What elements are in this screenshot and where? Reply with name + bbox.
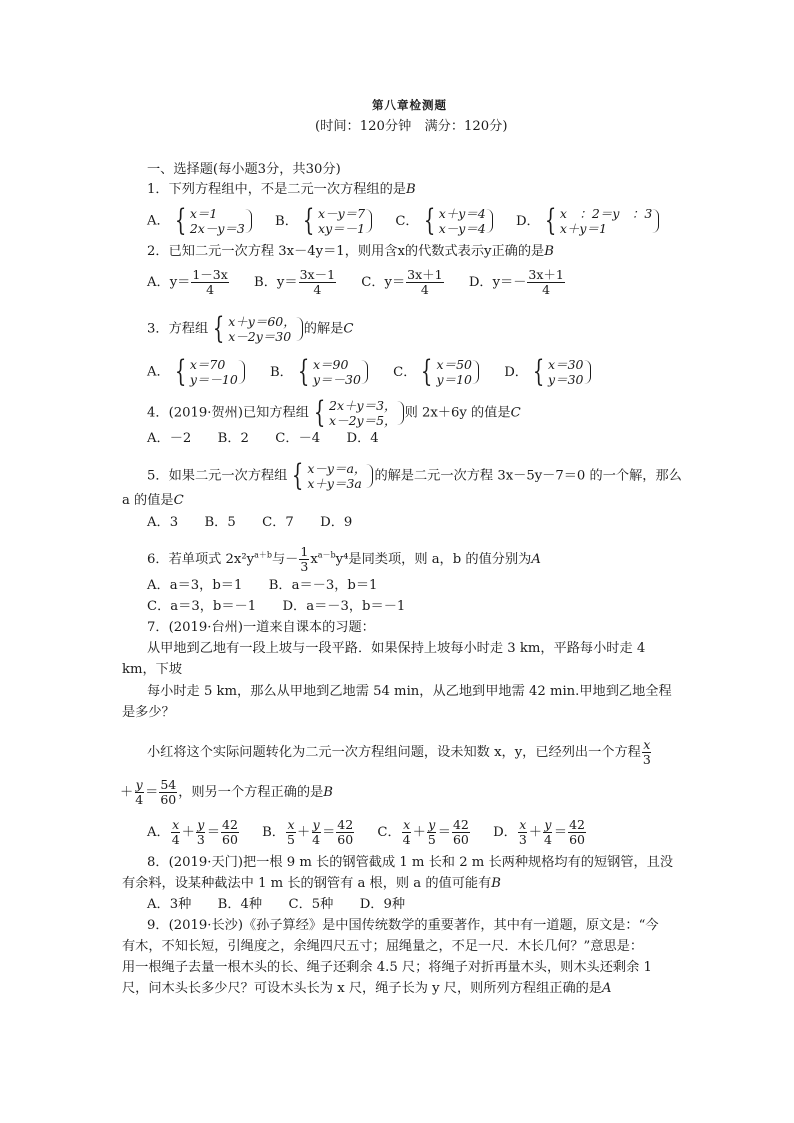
question-3-stem: 3．方程组 { x＋y＝60， x－2y＝30 的解是C <box>147 311 354 346</box>
question-9-line: 用一根绳子去量一根木头的长、绳子还剩余 4.5 尺；将绳子对折再量木头，则木头还剩余 1 <box>122 960 652 975</box>
page-subtitle: (时间：120分钟 满分：120分) <box>315 119 508 134</box>
question-8-options: A．3种 B．4种 C．5种 D．9种 <box>147 897 406 912</box>
section-heading: 一、选择题(每小题3分，共30分) <box>147 162 341 177</box>
question-2-stem: 2．已知二元一次方程 3x－4y＝1，则用含x的代数式表示y正确的是B <box>147 244 554 259</box>
question-8-answer: B <box>491 876 501 891</box>
question-7-line: km，下坡 <box>122 662 183 677</box>
question-5-stem-cont: a 的值是C <box>122 493 184 508</box>
question-9-stem: 9．(2019·长沙)《孙子算经》是中国传统数学的重要著作，其中有一道题，原文是：“今 <box>147 918 659 933</box>
question-4-stem: 4．(2019·贺州)已知方程组 { 2x＋y＝3， x－2y＝5， 则 2x＋6y 的值是C <box>147 395 521 430</box>
question-1-stem: 1．下列方程组中，不是二元一次方程组的是B <box>147 182 416 197</box>
question-9-line: 尺，问木头长多少尺？可设木头长为 x 尺，绳子长为 y 尺，则所列方程组正确的是A <box>122 981 612 996</box>
question-8-stem: 8．(2019·天门)把一根 9 m 长的钢管截成 1 m 长和 2 m 长两种规格均有的短钢管，且没 <box>147 855 674 870</box>
question-7-line: 小红将这个实际问题转化为二元一次方程组问题，设未知数 x，y，已经列出一个方程 $\frac{x}{3}$ <box>147 737 651 767</box>
question-4-answer: C <box>510 405 521 421</box>
question-5-stem: 5．如果二元一次方程组 { x－y＝a， x＋y＝3a 的解是二元一次方程 3x－5y－7＝0 的一个解，那么 <box>147 458 682 493</box>
question-7-equation: ＋ $\frac{y}{4}$ ＝ $\frac{54}{60}$ ，则另一个方程正确的是B <box>120 777 333 807</box>
question-1-options: A． { x＝1 2x－y＝3 B． { x－y＝7 xy＝－1 C． { x＋y＝4 x－y＝4 D． { x ：2＝y ：3 x＋y＝1 <box>147 206 660 236</box>
question-8-stem-cont: 有余料，设某种截法中 1 m 长的钢管有 a 根，则 a 的值可能有B <box>122 876 501 891</box>
question-7-line: 是多少？ <box>122 705 175 720</box>
question-5-answer: C <box>173 493 184 508</box>
question-6-options-row2: C．a＝3，b＝－1 D．a＝－3，b＝－1 <box>147 599 406 614</box>
question-7-answer: B <box>323 785 333 800</box>
question-7-options: A． $\frac{x}{4}$ ＋ $\frac{y}{3}$ ＝ $\frac{42}{60}$ B． $\frac{x}{5}$ ＋ $\frac{y}{4}$ ＝ $\frac{42}{60}$ C． $\frac{x}{4}$ ＋ $\frac{y}{5}$ ＝ $\frac{42}{60}$ D． $\frac{x}{3}$ ＋ $\frac{y}{4}$ ＝ $\frac{42}{60}$ <box>147 817 586 847</box>
question-7-line: 从甲地到乙地有一段上坡与一段平路．如果保持上坡每小时走 3 km，平路每小时走 4 <box>147 641 646 656</box>
question-3-options: A． { x＝70 y＝－10 B． { x＝90 y＝－30 C． { x＝50 y＝10 D． { x＝30 y＝30 <box>147 357 592 387</box>
question-6-options-row1: A．a＝3，b＝1 B．a＝－3，b＝1 <box>147 578 378 593</box>
question-4-options: A．－2 B．2 C．－4 D．4 <box>147 431 379 446</box>
question-6-answer: A <box>531 552 541 567</box>
question-9-line: 有木，不知长短，引绳度之，余绳四尺五寸；屈绳量之，不足一尺．木长几何？”意思是： <box>122 939 644 954</box>
question-5-options: A．3 B．5 C．7 D．9 <box>147 515 353 530</box>
question-2-options: A．y＝ $\frac{1-3x}{4}$ B．y＝ $\frac{3x-1}{4}$ C．y＝ $\frac{3x+1}{4}$ D．y＝－ $\frac{3x+1}{4}$ <box>147 267 564 297</box>
question-1-answer: B <box>405 182 416 197</box>
question-7-line: 每小时走 5 km，那么从甲地到乙地需 54 min，从乙地到甲地需 42 min.甲地到乙地全程 <box>147 684 672 699</box>
question-6-stem: 6．若单项式 $2x^2y^{a+b}$与－ $\frac{1}{3}$ $x^{a-b}y^4$是同类项，则 a，b 的值分别为A <box>147 544 541 574</box>
question-9-answer: A <box>602 981 612 996</box>
page-title: 第八章检测题 <box>372 98 447 112</box>
question-7-stem: 7．(2019·台州)一道来自课本的习题： <box>147 620 375 635</box>
question-3-answer: C <box>343 321 354 337</box>
question-2-answer: B <box>544 244 554 259</box>
